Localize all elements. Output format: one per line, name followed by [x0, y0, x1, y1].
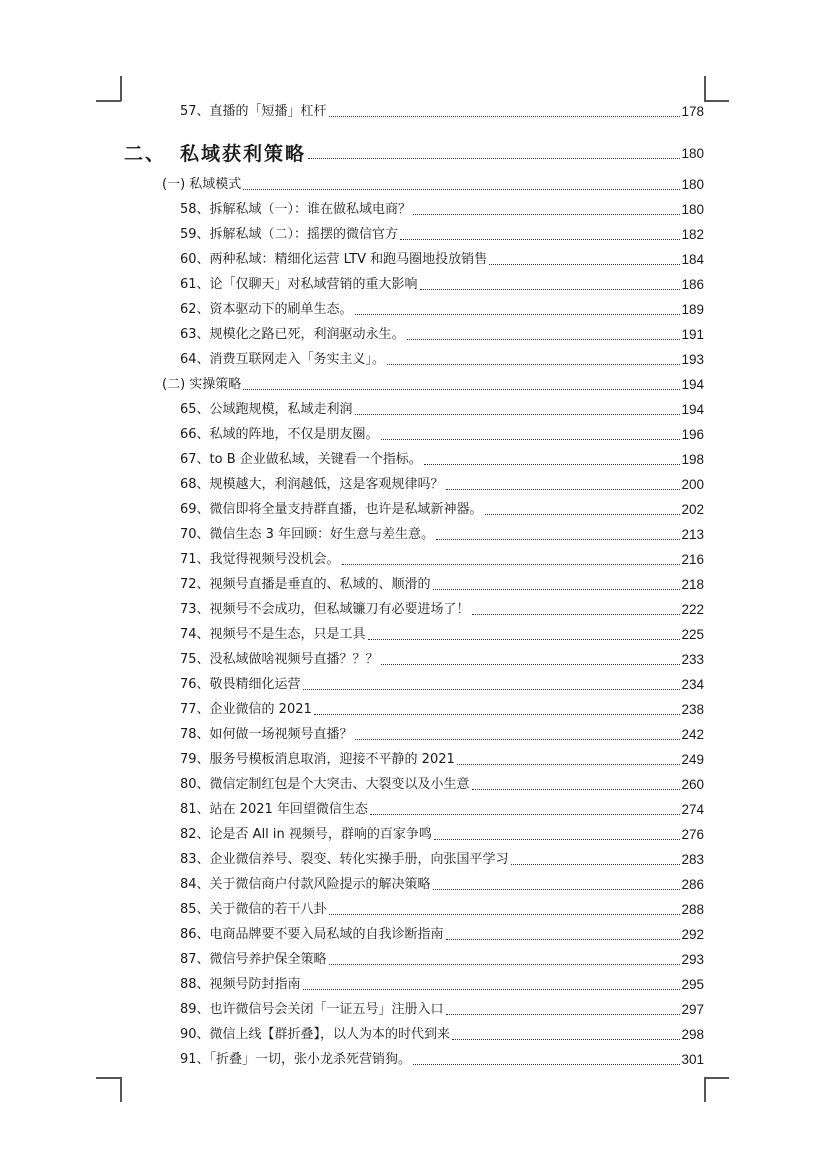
toc-entry-page: 274 [681, 802, 704, 817]
leader-dots [433, 889, 681, 890]
toc-entry-83[interactable] [180, 846, 704, 868]
toc-entry-60[interactable] [180, 246, 704, 268]
toc-entry-title: 85、关于微信的若干八卦 [180, 902, 327, 917]
toc-entry-title: 90、微信上线【群折叠】，以人为本的时代到来 [180, 1027, 451, 1042]
toc-entry-page: 249 [681, 752, 704, 767]
toc-entry-title: 72、视频号直播是垂直的、私域的、顺滑的 [180, 577, 431, 592]
toc-entry-page: 186 [681, 277, 704, 292]
toc-entry-76[interactable] [180, 671, 704, 693]
toc-entry-page: 200 [681, 477, 704, 492]
toc-entry-73[interactable] [180, 596, 704, 618]
toc-entry-65[interactable] [180, 396, 704, 418]
toc-entry-87[interactable] [180, 946, 704, 968]
toc-entry-57[interactable] [180, 98, 704, 120]
leader-dots [303, 989, 681, 990]
toc-chapter-heading[interactable] [124, 136, 704, 165]
toc-entry-title: 73、视频号不会成功，但私域镰刀有必要进场了！ [180, 602, 470, 617]
toc-entry-63[interactable] [180, 321, 704, 343]
toc-entry-77[interactable] [180, 696, 704, 718]
leader-dots [368, 639, 681, 640]
leader-dots [446, 1014, 681, 1015]
toc-entry-title: 87、微信号养护保全策略 [180, 952, 327, 967]
toc-entry-title: 83、企业微信养号、裂变、转化实操手册，向张国平学习 [180, 852, 509, 867]
leader-dots [472, 614, 681, 615]
toc-entry-title: 79、服务号模板消息取消，迎接不平静的 2021 [180, 752, 455, 767]
toc-entry-title: 86、电商品牌要不要入局私域的自我诊断指南 [180, 927, 444, 942]
toc-entry-page: 191 [681, 327, 704, 342]
leader-dots [329, 964, 681, 965]
toc-entry-page: 283 [681, 852, 704, 867]
toc-entry-page: 238 [681, 702, 704, 717]
toc-entry-page: 242 [681, 727, 704, 742]
toc-entry-page: 286 [681, 877, 704, 892]
toc-entry-title: 63、规模化之路已死，利润驱动永生。 [180, 327, 405, 342]
leader-dots [355, 739, 681, 740]
toc-entry-page: 234 [681, 677, 704, 692]
toc-entry-88[interactable] [180, 971, 704, 993]
toc-entry-81[interactable] [180, 796, 704, 818]
toc-entry-page: 180 [681, 202, 704, 217]
toc-entry-59[interactable] [180, 221, 704, 243]
toc-entry-page: 293 [681, 952, 704, 967]
toc-entry-61[interactable] [180, 271, 704, 293]
leader-dots [485, 514, 681, 515]
toc-entry-86[interactable] [180, 921, 704, 943]
chapter-title: 私域获利策略 [180, 143, 307, 165]
leader-dots [434, 839, 681, 840]
toc-entry-page: 216 [681, 552, 704, 567]
toc-entry-page: 184 [681, 252, 704, 267]
toc-entry-title: (一) 私域模式 [162, 177, 242, 192]
toc-entry-68[interactable] [180, 471, 704, 493]
toc-entry-page: 180 [681, 146, 704, 161]
toc-entry-page: 194 [681, 377, 704, 392]
toc-entry-89[interactable] [180, 996, 704, 1018]
toc-entry-title: 58、拆解私域（一）：谁在做私域电商？ [180, 202, 412, 217]
leader-dots [400, 239, 680, 240]
toc-entry-page: 297 [681, 1002, 704, 1017]
toc-entry-page: 198 [681, 452, 704, 467]
toc-entry-page: 301 [681, 1052, 704, 1067]
leader-dots [308, 158, 680, 159]
toc-entry-title: 69、微信即将全量支持群直播，也许是私域新神器。 [180, 502, 483, 517]
toc-entry-title: 84、关于微信商户付款风险提示的解决策略 [180, 877, 431, 892]
toc-entry-title: 64、消费互联网走入「务实主义」。 [180, 352, 386, 367]
toc-entry-page: 288 [681, 902, 704, 917]
leader-dots [424, 464, 681, 465]
leader-dots [489, 264, 680, 265]
toc-entry-82[interactable] [180, 821, 704, 843]
toc-entry-title: 77、企业微信的 2021 [180, 702, 312, 717]
toc-entry-58[interactable] [180, 196, 704, 218]
toc-entry-page: 196 [681, 427, 704, 442]
toc-entry-title: 60、两种私域：精细化运营 LTV 和跑马圈地投放销售 [180, 252, 488, 267]
toc-entry-72[interactable] [180, 571, 704, 593]
leader-dots [433, 589, 681, 590]
leader-dots [342, 564, 681, 565]
leader-dots [370, 814, 681, 815]
leader-dots [472, 789, 681, 790]
toc-entry-title: 67、to B 企业做私域，关键看一个指标。 [180, 452, 422, 467]
leader-dots [452, 1039, 680, 1040]
toc-entry-title: 57、直播的「短播」杠杆 [180, 104, 327, 119]
chapter-number: 二、 [124, 143, 167, 165]
toc-entry-74[interactable] [180, 621, 704, 643]
toc-entry-80[interactable] [180, 771, 704, 793]
toc-entry-page: 182 [681, 227, 704, 242]
leader-dots [457, 764, 681, 765]
toc-entry-title: 91、「折叠」一切，张小龙杀死营销狗。 [180, 1052, 412, 1067]
toc-entry-71[interactable] [180, 546, 704, 568]
toc-entry-66[interactable] [180, 421, 704, 443]
toc-entry-title: 71、我觉得视频号没机会。 [180, 552, 340, 567]
toc-entry-page: 193 [681, 352, 704, 367]
leader-dots [413, 1064, 680, 1065]
toc-entry-page: 225 [681, 627, 704, 642]
toc-entry-title: 65、公域跑规模，私域走利润 [180, 402, 353, 417]
toc-entry-title: 82、论是否 All in 视频号，群响的百家争鸣 [180, 827, 432, 842]
toc-entry-title: 62、资本驱动下的刷单生态。 [180, 302, 353, 317]
toc-entry-title: 66、私域的阵地，不仅是朋友圈。 [180, 427, 379, 442]
leader-dots [387, 364, 680, 365]
leader-dots [314, 714, 681, 715]
toc-entry-84[interactable] [180, 871, 704, 893]
toc-entry-70[interactable] [180, 521, 704, 543]
leader-dots [329, 914, 681, 915]
leader-dots [243, 389, 680, 390]
toc-entry-title: 59、拆解私域（二）：摇摆的微信官方 [180, 227, 399, 242]
toc-entry-79[interactable] [180, 746, 704, 768]
toc-entry-page: 298 [681, 1027, 704, 1042]
leader-dots [381, 664, 681, 665]
leader-dots [243, 189, 680, 190]
toc-entry-90[interactable] [180, 1021, 704, 1043]
toc-entry-page: 189 [681, 302, 704, 317]
leader-dots [446, 489, 681, 490]
toc-entry-page: 194 [681, 402, 704, 417]
leader-dots [329, 116, 681, 117]
toc-entry-62[interactable] [180, 296, 704, 318]
toc-entry-title: 89、也许微信号会关闭「一证五号」注册入口 [180, 1002, 444, 1017]
toc-entry-page: 222 [681, 602, 704, 617]
leader-dots [511, 864, 681, 865]
toc-entry-page: 276 [681, 827, 704, 842]
toc-entry-69[interactable] [180, 496, 704, 518]
toc-entry-page: 260 [681, 777, 704, 792]
toc-entry-page: 218 [681, 577, 704, 592]
toc-entry-title: 75、没私域做啥视频号直播？？？ [180, 652, 379, 667]
leader-dots [413, 214, 680, 215]
toc-entry-75[interactable] [180, 646, 704, 668]
toc-entry-67[interactable] [180, 446, 704, 468]
leader-dots [355, 414, 681, 415]
toc-entry-page: 292 [681, 927, 704, 942]
leader-dots [436, 539, 680, 540]
toc-entry-91[interactable] [180, 1046, 704, 1068]
toc-entry-title: (二) 实操策略 [162, 377, 242, 392]
toc-entry-page: 295 [681, 977, 704, 992]
leader-dots [355, 314, 681, 315]
toc-entry-title: 68、规模越大，利润越低，这是客观规律吗？ [180, 477, 444, 492]
toc-entry-85[interactable] [180, 896, 704, 918]
toc-entry-page: 202 [681, 502, 704, 517]
toc-entry-page: 180 [681, 177, 704, 192]
toc-entry-title: 78、如何做一场视频号直播？ [180, 727, 353, 742]
toc-section-1[interactable] [162, 171, 704, 193]
leader-dots [303, 689, 681, 690]
leader-dots [381, 439, 681, 440]
toc-entry-78[interactable] [180, 721, 704, 743]
toc-entry-title: 80、微信定制红包是个大突击、大裂变以及小生意 [180, 777, 470, 792]
toc-entry-title: 76、敬畏精细化运营 [180, 677, 301, 692]
toc-entry-title: 61、论「仅聊天」对私域营销的重大影响 [180, 277, 418, 292]
toc-entry-page: 178 [681, 104, 704, 119]
leader-dots [420, 289, 681, 290]
toc-entry-64[interactable] [180, 346, 704, 368]
toc-entry-page: 213 [681, 527, 704, 542]
leader-dots [407, 339, 681, 340]
toc-entry-title: 88、视频号防封指南 [180, 977, 301, 992]
toc-section-2[interactable] [162, 371, 704, 393]
leader-dots [446, 939, 681, 940]
toc-entry-page: 233 [681, 652, 704, 667]
toc-entry-title: 81、站在 2021 年回望微信生态 [180, 802, 368, 817]
toc-entry-title: 74、视频号不是生态，只是工具 [180, 627, 366, 642]
toc-entry-title: 70、微信生态 3 年回顾：好生意与差生意。 [180, 527, 435, 542]
